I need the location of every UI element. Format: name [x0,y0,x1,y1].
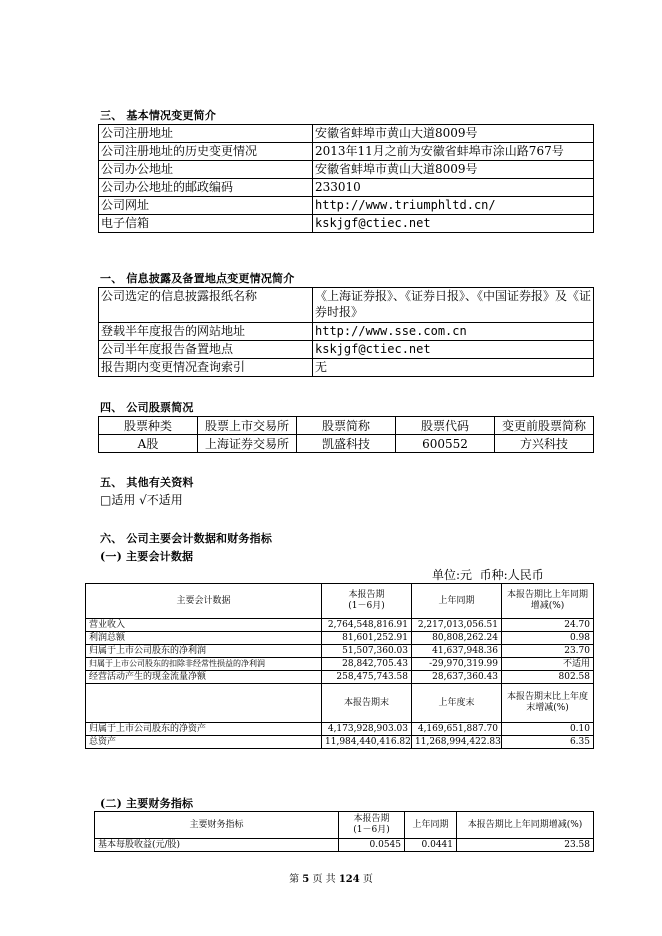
sub1-title: (一) 主要会计数据 [100,550,194,563]
row-label: 公司选定的信息披露报纸名称 [99,288,313,323]
row-label: 营业收入 [86,619,322,632]
column-header: 本报告期比上年同期增减(%) [457,812,594,839]
column-header: 股票种类 [99,417,198,435]
row-value: http://www.triumphltd.cn/ [313,197,594,215]
row-label: 基本每股收益(元/股) [95,839,339,852]
stock-table [98,416,594,453]
table-cell: 600552 [396,435,495,453]
table-row [86,723,594,736]
table-row [99,215,594,233]
table-cell: 41,637,948.36 [412,645,502,658]
row-value: 安徽省蚌埠市黄山大道8009号 [313,161,594,179]
table-cell: 28,637,360.43 [412,671,502,684]
table-row [86,632,594,645]
row-label: 利润总额 [86,632,322,645]
column-header: 上年同期 [412,584,502,619]
table-row [86,671,594,684]
page-total: 124 [338,874,360,885]
column-header: 变更前股票简称 [495,417,594,435]
table-row [99,197,594,215]
table-header-row [95,812,594,839]
column-header: 本报告期比上年同期增减(%) [502,584,594,619]
unit-label: 单位:元 币种:人民币 [432,568,544,582]
page-footer [0,870,662,885]
row-label: 归属于上市公司股东的净利润 [86,645,322,658]
section6-title: 六、 公司主要会计数据和财务指标 [100,532,273,545]
column-header: 主要财务指标 [95,812,339,839]
table-cell: 凯盛科技 [297,435,396,453]
table-cell: 4,169,651,887.70 [412,723,502,736]
row-value: 《上海证券报》、《证券日报》、《中国证券报》及《证券时报》 [313,288,594,323]
table-row [99,161,594,179]
row-label: 总资产 [86,736,322,749]
table-cell: 258,475,743.58 [322,671,412,684]
section1-title: 一、 信息披露及备置地点变更情况简介 [100,272,295,285]
row-value: 安徽省蚌埠市黄山大道8009号 [313,125,594,143]
row-value: 233010 [313,179,594,197]
row-value: 2013年11月之前为安徽省蚌埠市涂山路767号 [313,143,594,161]
section4-title: 四、 公司股票简况 [100,401,194,414]
table-cell: 802.58 [502,671,594,684]
column-header: 本报告期 (1－6月) [322,584,412,619]
table-header-row [99,417,594,435]
column-header: 本报告期 (1－6月) [339,812,405,839]
table-row [86,658,594,671]
row-label: 公司办公地址 [99,161,313,179]
table-row [99,435,594,453]
footer-prefix: 第 [289,874,300,885]
section5-title: 五、 其他有关资料 [100,476,194,489]
footer-suffix: 页 [362,874,373,885]
table-row [99,341,594,359]
table-cell: 28,842,705.43 [322,658,412,671]
disclosure-table [98,287,594,377]
table-cell: -29,970,319.99 [412,658,502,671]
row-label: 报告期内变更情况查询索引 [99,359,313,377]
table-cell: 上海证券交易所 [198,435,297,453]
row-value: kskjgf@ctiec.net [313,215,594,233]
column-header: 股票上市交易所 [198,417,297,435]
table-row [86,619,594,632]
table-cell: 80,808,262.24 [412,632,502,645]
table-cell: A股 [99,435,198,453]
table-row [95,839,594,852]
row-value: http://www.sse.com.cn [313,323,594,341]
row-label: 公司半年度报告备置地点 [99,341,313,359]
table-cell: 0.0545 [339,839,405,852]
table-cell: 23.58 [457,839,594,852]
table-row [99,143,594,161]
accounting-data-table [85,583,594,749]
table-cell: 4,173,928,903.03 [322,723,412,736]
column-header: 本报告期末比上年度末增减(%) [502,684,594,723]
financial-indicators-table [94,811,594,852]
section3-title: 三、 基本情况变更简介 [100,109,217,122]
basic-info-table [98,124,594,233]
table-cell: 不适用 [502,658,594,671]
table-cell: 0.10 [502,723,594,736]
row-label: 公司办公地址的邮政编码 [99,179,313,197]
column-header: 本报告期末 [322,684,412,723]
table-header-row [86,584,594,619]
table-cell: 81,601,252.91 [322,632,412,645]
page-number: 5 [302,874,310,885]
column-header: 上年同期 [405,812,457,839]
row-label: 经营活动产生的现金流量净额 [86,671,322,684]
table-cell: 6.35 [502,736,594,749]
table-row [99,125,594,143]
table-header-row [86,684,594,723]
table-row [99,288,594,323]
table-cell: 2,764,548,816.91 [322,619,412,632]
footer-mid: 页 共 [312,874,336,885]
row-label: 电子信箱 [99,215,313,233]
sub2-title: (二) 主要财务指标 [100,797,194,810]
row-label: 归属于上市公司股东的扣除非经常性损益的净利润 [86,658,322,671]
row-label: 公司注册地址 [99,125,313,143]
column-header: 股票简称 [297,417,396,435]
table-row [86,736,594,749]
table-cell: 方兴科技 [495,435,594,453]
table-cell: 51,507,360.03 [322,645,412,658]
row-label: 公司注册地址的历史变更情况 [99,143,313,161]
row-label: 登载半年度报告的网站地址 [99,323,313,341]
column-header: 主要会计数据 [86,584,322,619]
table-row [99,359,594,377]
table-cell: 11,984,440,416.82 [322,736,412,749]
table-cell: 23.70 [502,645,594,658]
table-row [99,323,594,341]
applicability-options: □适用 √不适用 [100,493,183,507]
row-value: 无 [313,359,594,377]
table-cell: 0.98 [502,632,594,645]
table-cell: 2,217,013,056.51 [412,619,502,632]
row-value: kskjgf@ctiec.net [313,341,594,359]
column-header: 股票代码 [396,417,495,435]
table-row [99,179,594,197]
table-cell: 24.70 [502,619,594,632]
row-label: 归属于上市公司股东的净资产 [86,723,322,736]
table-cell: 11,268,994,422.83 [412,736,502,749]
column-header: 上年度末 [412,684,502,723]
row-label: 公司网址 [99,197,313,215]
table-row [86,645,594,658]
table-cell: 0.0441 [405,839,457,852]
